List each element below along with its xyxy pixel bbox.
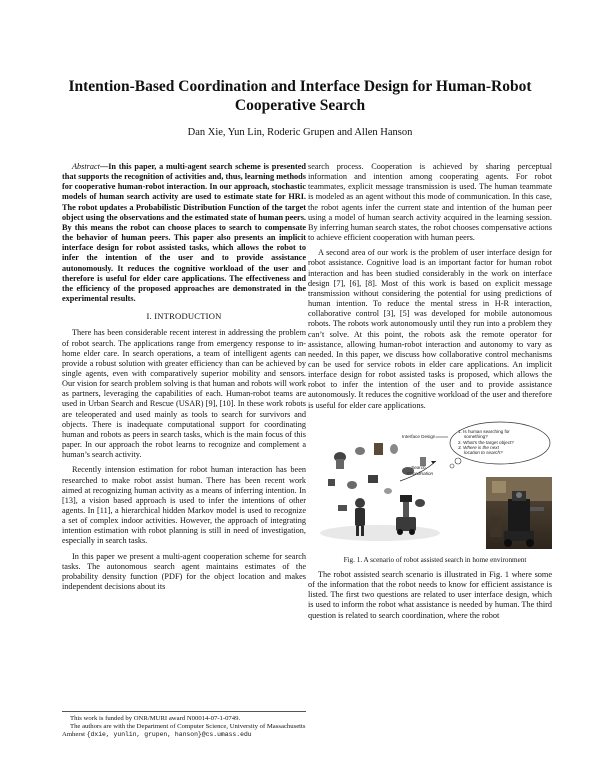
bubble-question-1: 1. Is human searching for bbox=[458, 428, 510, 434]
bubble-questions bbox=[458, 429, 514, 456]
footnote-affiliation-text: The authors are with the Department of Computer Science, University of Massachusetts Amherst bbox=[62, 723, 306, 739]
bubble-question-3: 3. Where is the next bbox=[458, 444, 499, 450]
label-interface-design: Interface Design bbox=[402, 433, 436, 439]
abstract bbox=[62, 162, 306, 304]
bubble-question-1b: something? bbox=[464, 434, 488, 440]
right-column bbox=[308, 162, 552, 626]
bubble-question-2: 2. What’s the target object? bbox=[458, 439, 514, 445]
robot-figure bbox=[396, 495, 416, 535]
abstract-lead: Abstract bbox=[72, 162, 100, 171]
bubble-question-3b: location to search? bbox=[464, 450, 503, 456]
footnotes bbox=[62, 711, 306, 740]
author-list: Dan Xie, Yun Lin, Roderic Grupen and Allen Hanson bbox=[187, 127, 413, 138]
section-heading-introduction: I. INTRODUCTION bbox=[146, 311, 222, 322]
footnote-email: {dxie, yunlin, grupen, hanson}@cs.umass.edu bbox=[86, 731, 252, 739]
label-search: Search bbox=[411, 464, 426, 470]
label-coordination: Coordination bbox=[407, 470, 434, 476]
intro-paragraph-3: In this paper we present a multi-agent cooperation scheme for search tasks. The autonomous search agent maintains estimates of the probability density function (PDF) for the object location and makes independent decisions about its bbox=[62, 551, 306, 592]
robot-photo-drawing bbox=[486, 477, 552, 549]
paper-title bbox=[40, 77, 560, 115]
floor-shadow bbox=[320, 525, 440, 541]
intro-paragraph-2: Recently intension estimation for robot human interaction has been researched to make robot assist human. There has been recent work aimed at recognizing human activity as a means of inferring intention. In [13], a vision based approach is used to infer the intentions of other agents. In [11], a hierarchical hidden Markov model is used to recognize a set of complex indoor activities. However, the approach of integrating intention estimation with robot planning is still in need of investigation, especially in search tasks. bbox=[62, 465, 306, 546]
intro-paragraph-1: There has been considerable recent interest in addressing the problem of robot search. The applications range from emergency response to in-home elder care. In search operations, a team of intelligent agents can provide a robust solution with greater efficiency than can be achieved by single agents, even with comparatively superior mobility and sensors. Our vision for search problem solving is that human and robots will work as partners, leveraging the capabilities of each. Human-robot teams are used in Urban Search and Rescue (USAR) [9], [10]. In these work robots are teleoperated and used mainly as tools to search for survivors and objects. There is inadequate computational support for coordinating human and robots as peers in search tasks, which is the main focus of this paper. In our approach the robot learns to recognize and complement a human’s search activity. bbox=[62, 328, 306, 460]
footnote-funding: This work is funded by ONR/MURI award N00014-07-1-0749. bbox=[70, 715, 241, 722]
left-column bbox=[62, 162, 306, 597]
figure-1-caption: Fig. 1. A scenario of robot assisted search in home environment bbox=[343, 555, 527, 564]
abstract-body: —In this paper, a multi-agent search scheme is presented that supports the recognition of activities and, thus, learning methods for cooperative human-robot interaction. In our approach, stochastic models of human search activity are used to estimate state for HRI. The robot updates a Probabilistic Distribution Function of the target object using the observations and the estimated state of human peers. By this means the robot can choose places to search to compensate the behavior of human peers. This paper also presents an implicit interface design for robot assisted tasks, which allows the robot to infer the intention of the user and to provide assistance autonomously. It reduces the cognitive workload of the user and therefore is useful for elder care applications. The effectiveness and the efficiency of the proposed approaches are demonstrated in the experimental results. bbox=[62, 162, 306, 304]
footnote-affiliation bbox=[62, 723, 306, 739]
title-line-2: Cooperative Search bbox=[234, 97, 366, 114]
scenario-paragraph: The robot assisted search scenario is illustrated in Fig. 1 where some of the information that the robot needs to know for efficient assistance is listed. The first two questions are related to user interface design, which is used to inform the robot what assistance is needed by human. The third question is related to search coordination, where the robot bbox=[308, 569, 552, 620]
figure-1 bbox=[308, 421, 552, 549]
title-line-1: Intention-Based Coordination and Interface Design for Human-Robot bbox=[68, 78, 532, 95]
intro-paragraph-interface: A second area of our work is the problem of user interface design for robot assistance. Cognitive load is an important factor for human robot interaction and has been studied considerably in the work on interface design [7], [6], [8]. Most of this work is based on explicit message transmission without considering the potential for using predictions of human intention. To reduce the mental stress in H-R interaction, collaborative control [3], [5] was developed for mobile autonomous robots. The robots work autonomously until they run into a problem they can’t solve. At this point, the robots ask the remote operator for assistance, allowing human-robot interaction and autonomy to vary as needed. In this paper, we discuss how collaborative control mechanisms can be used for service robots in elder care applications. An implicit interface design for robot assisted tasks is proposed, which allows the robot to infer the intention of the user and to provide assistance autonomously. It reduces the cognitive workload of the user and therefore is useful for elder care applications. bbox=[308, 248, 552, 410]
intro-paragraph-continued: search process. Cooperation is achieved by sharing perceptual information and intention among cooperating agents. For robot teammates, explicit message transmission is used. The human teammate is modeled as an agent without this mode of communication. In this case, the robot agents infer the current state and intention of the human peer using a model of human search activity acquired in the learning session. By inferring human search states, the robot chooses compensative actions to achieve efficient cooperation with human peers. bbox=[308, 162, 552, 243]
robot-photo bbox=[486, 477, 552, 549]
